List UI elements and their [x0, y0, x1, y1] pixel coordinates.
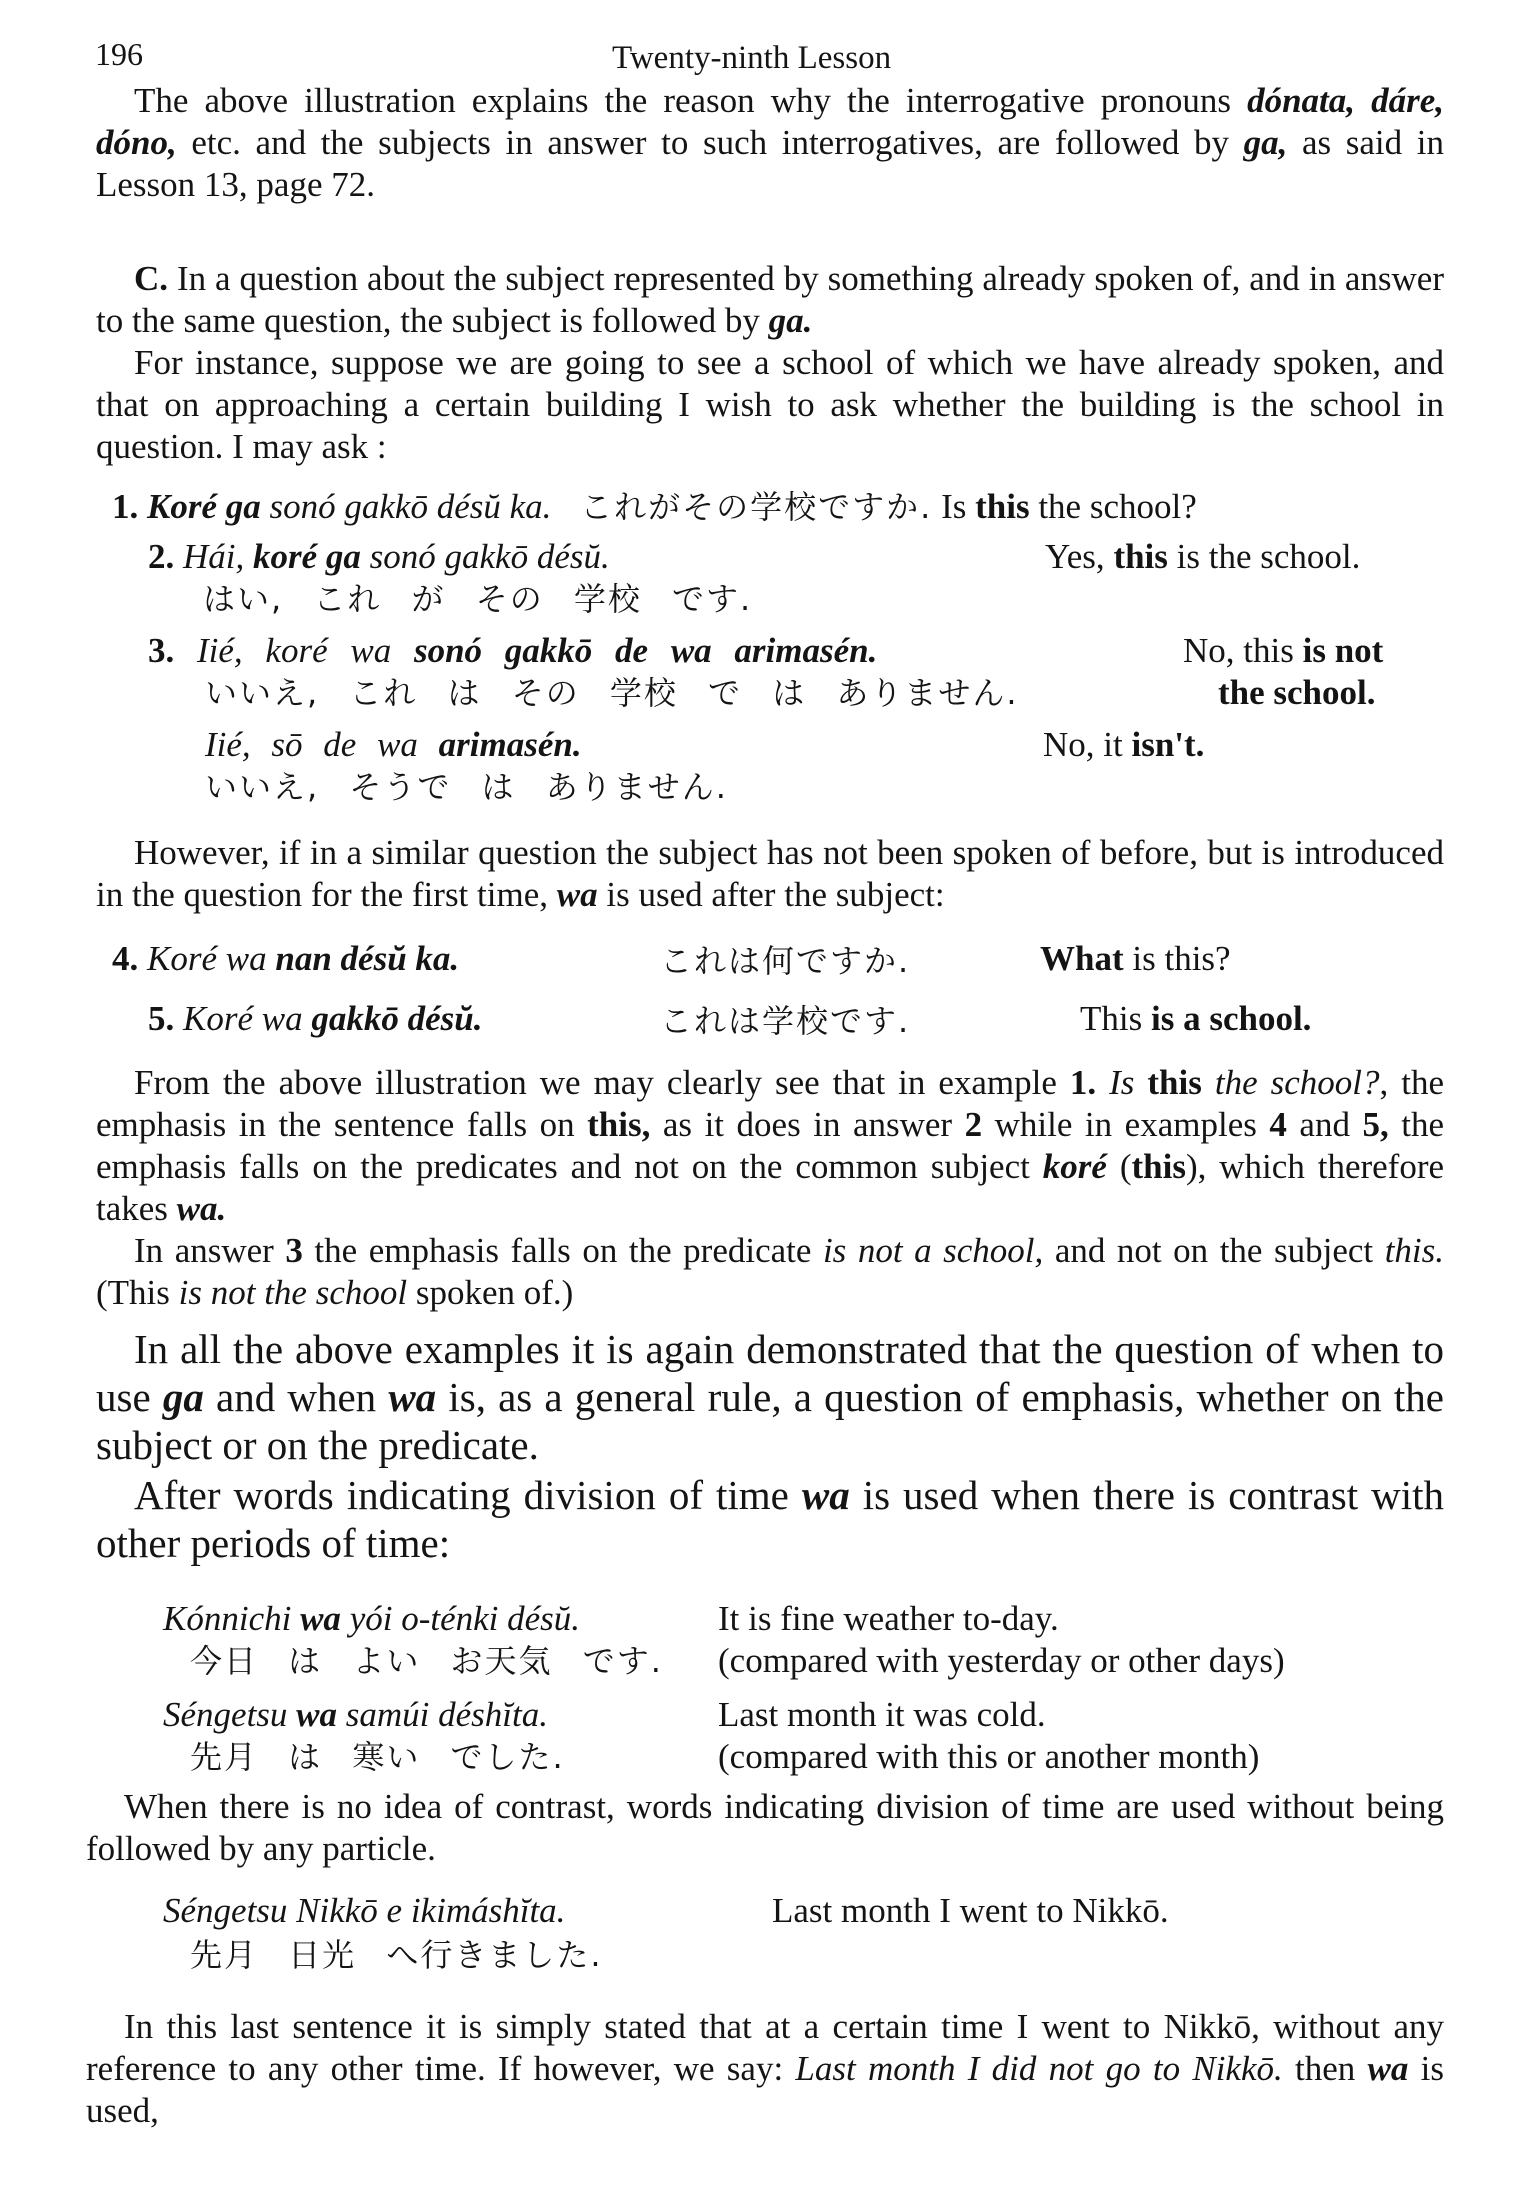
romaji-ga: ga: [162, 1374, 204, 1420]
text: spoken of.): [407, 1273, 574, 1312]
text: and when: [203, 1374, 389, 1420]
italic-text: Is: [1096, 1063, 1148, 1102]
bold-ref: 4: [1269, 1105, 1287, 1144]
romaji: Kónnichi: [163, 1599, 301, 1638]
text: The above illustration explains the reason why the interrogative pronouns: [134, 81, 1248, 120]
romaji-bold: Koré ga: [147, 487, 261, 526]
paragraph-2: [96, 258, 1444, 342]
text: In a question about the subject represented by something already spoken of, and in answer to the same question, the subject is followed by: [96, 259, 1444, 340]
paragraph-9: When there is no idea of contrast, words indicating division of time are used without being followed by any particle.: [86, 1787, 1444, 1868]
example-6-romaji: [163, 1598, 580, 1640]
romaji-wa: wa: [556, 875, 598, 914]
bold-ref: 3: [285, 1231, 303, 1270]
bold-ref: this: [1147, 1063, 1202, 1102]
example-7-romaji: [163, 1694, 548, 1736]
text: the emphasis falls on the predicates and not on the common subject: [96, 1105, 1445, 1186]
running-title: Twenty-ninth Lesson: [612, 40, 892, 76]
paragraph-6: [96, 1230, 1444, 1314]
text: the emphasis falls on the predicate: [302, 1231, 823, 1270]
text: After words indicating division of time: [134, 1472, 802, 1518]
example-5: [148, 998, 482, 1040]
text: then: [1282, 2049, 1368, 2088]
romaji: sonó gakkō désŭ ka.: [260, 487, 552, 526]
example-7-translation-2: (compared with this or another month): [718, 1737, 1260, 1776]
italic-text: is not a school,: [822, 1231, 1044, 1270]
example-2-japanese: はい, これ が その 学校 です.: [203, 580, 753, 618]
translation-emphasis: this: [975, 487, 1030, 526]
text: as it does in answer: [650, 1105, 965, 1144]
translation-emphasis: What: [1040, 939, 1124, 978]
translation-emphasis: is a school.: [1150, 999, 1312, 1038]
example-4: [112, 938, 459, 980]
translation: No, it: [1043, 725, 1132, 764]
text: is used when there is contrast with other periods of time:: [96, 1472, 1444, 1566]
text: ), which therefore takes: [96, 1147, 1445, 1228]
paragraph-4: [96, 832, 1444, 916]
bold-ref: this,: [587, 1105, 651, 1144]
text: In answer: [134, 1231, 286, 1270]
example-6-translation-2: (compared with yesterday or other days): [718, 1641, 1285, 1680]
romaji: samúi déshĭta.: [337, 1695, 549, 1734]
text: etc. and the subjects in answer to such interrogatives, are followed by: [176, 123, 1244, 162]
text: From the above illustration we may clearly see that in example: [134, 1063, 1070, 1102]
page-number: 196: [95, 36, 143, 72]
romaji-bold: sonó gakkō de wa arimasén.: [413, 631, 878, 670]
paragraph-10: [86, 2006, 1444, 2132]
text: In all the above examples it is again demonstrated that the question of when to use: [96, 1326, 1444, 1420]
text: while in examples: [982, 1105, 1270, 1144]
example-8-japanese: 先月 日光 へ行きました.: [190, 1936, 603, 1974]
romaji-bold: koré ga: [253, 537, 361, 576]
example-number: 5.: [148, 999, 175, 1038]
romaji: Koré wa: [183, 999, 312, 1038]
romaji: sonó gakkō désŭ.: [360, 537, 610, 576]
example-5-translation: [1080, 998, 1311, 1040]
text: In this last sentence it is simply stated that at a certain time I went to Nikkō, without any reference to any other time. If however, we say:: [86, 2007, 1444, 2088]
italic-text: the school?: [1201, 1063, 1380, 1102]
example-1: [112, 486, 1197, 528]
text: and: [1286, 1105, 1363, 1144]
romaji-wa: wa: [300, 1599, 341, 1638]
example-4-translation: [1040, 938, 1231, 980]
romaji: Iié, koré wa: [197, 631, 414, 670]
romaji-wa: wa: [388, 1374, 437, 1420]
italic-text: Last month I did not go to Nikkō.: [795, 2049, 1283, 2088]
romaji-kore: koré: [1042, 1147, 1107, 1186]
example-3b-romaji: [205, 724, 582, 766]
example-2-romaji: [148, 536, 610, 578]
translation-emphasis: isn't.: [1131, 725, 1205, 764]
text: as said in Lesson 13, page 72.: [96, 123, 1445, 204]
paragraph-8: [96, 1471, 1444, 1567]
translation: is this?: [1123, 939, 1231, 978]
example-7-japanese: 先月 は 寒い でした.: [190, 1738, 565, 1776]
romaji: Iié, sō de wa: [205, 725, 439, 764]
example-number: 2.: [148, 537, 175, 576]
romaji-bold: nan désŭ ka.: [275, 939, 460, 978]
translation: the school?: [1029, 487, 1197, 526]
translation: Is: [941, 487, 976, 526]
example-6-translation-1: It is fine weather to-day.: [718, 1599, 1059, 1638]
romaji: Séngetsu: [163, 1695, 297, 1734]
example-3-translation-2: [1218, 672, 1376, 714]
romaji: yói o-ténki désŭ.: [340, 1599, 581, 1638]
romaji-bold: gakkō désŭ.: [311, 999, 483, 1038]
bold-ref: 2: [964, 1105, 983, 1144]
example-number: 4.: [112, 939, 139, 978]
translation-emphasis: the school.: [1218, 673, 1376, 712]
example-number: 3.: [148, 631, 175, 670]
section-label: C.: [134, 259, 169, 298]
romaji: Hái,: [183, 537, 253, 576]
bold-ref: 1.: [1069, 1063, 1097, 1102]
example-3b-translation: [1043, 724, 1204, 766]
text: and not on the subject: [1043, 1231, 1385, 1270]
romaji: Koré wa: [147, 939, 276, 978]
paragraph-5: [96, 1062, 1444, 1230]
example-8-translation: Last month I went to Nikkō.: [772, 1891, 1169, 1930]
paragraph-3: For instance, suppose we are going to see a school of which we have already spoken, and that on approaching a certain building I wish to ask whether the building is the school in question. I may ask :: [96, 343, 1444, 466]
romaji-wa: wa: [296, 1695, 338, 1734]
text: (This: [96, 1273, 179, 1312]
example-7-translation-1: Last month it was cold.: [718, 1695, 1046, 1734]
bold-ref: 5,: [1362, 1105, 1389, 1144]
text: (: [1106, 1147, 1132, 1186]
romaji-wa: wa.: [176, 1189, 227, 1228]
text: is used,: [86, 2049, 1444, 2130]
translation-emphasis: this: [1113, 537, 1168, 576]
example-3-romaji: [148, 630, 877, 672]
example-number: 1.: [112, 487, 139, 526]
romaji: Séngetsu Nikkō e ikimáshĭta.: [163, 1891, 566, 1930]
romaji-wa: wa: [801, 1472, 850, 1518]
romaji-wa: wa: [1367, 2049, 1409, 2088]
text: , the emphasis in the sentence falls on: [96, 1063, 1444, 1144]
italic-text: is not the school: [178, 1273, 408, 1312]
example-4-japanese: これは何ですか.: [660, 942, 911, 980]
example-6-japanese: 今日 は よい お天気 です.: [190, 1642, 663, 1680]
romaji-ga: ga,: [1243, 123, 1288, 162]
text: However, if in a similar question the subject has not been spoken of before, but is introduced in the question for the first time,: [96, 833, 1444, 914]
example-3-translation-1: [1183, 630, 1383, 672]
bold-ref: this: [1131, 1147, 1186, 1186]
translation: No, this: [1183, 631, 1303, 670]
romaji-bold: arimasén.: [438, 725, 582, 764]
paragraph-1: [96, 80, 1444, 206]
romaji-pronouns: dónata, dáre, dóno,: [96, 81, 1444, 162]
example-3b-japanese: いいえ, そうで は ありません.: [205, 768, 728, 806]
paragraph-7: [96, 1325, 1444, 1469]
japanese-text: これがその学校ですか.: [580, 488, 933, 526]
translation-emphasis: is not: [1302, 631, 1384, 670]
example-2-translation: [1045, 536, 1360, 578]
romaji-ga: ga.: [768, 301, 813, 340]
example-5-japanese: これは学校です.: [660, 1002, 911, 1040]
example-3-japanese: いいえ, これ は その 学校 で は ありません.: [205, 674, 1019, 712]
translation: Yes,: [1045, 537, 1114, 576]
translation: is the school.: [1167, 537, 1361, 576]
italic-text: this.: [1384, 1231, 1445, 1270]
translation: This: [1080, 999, 1151, 1038]
text: is, as a general rule, a question of emphasis, whether on the subject or on the predicate.: [96, 1374, 1444, 1468]
text: is used after the subject:: [597, 875, 945, 914]
example-8-romaji: [163, 1890, 565, 1932]
